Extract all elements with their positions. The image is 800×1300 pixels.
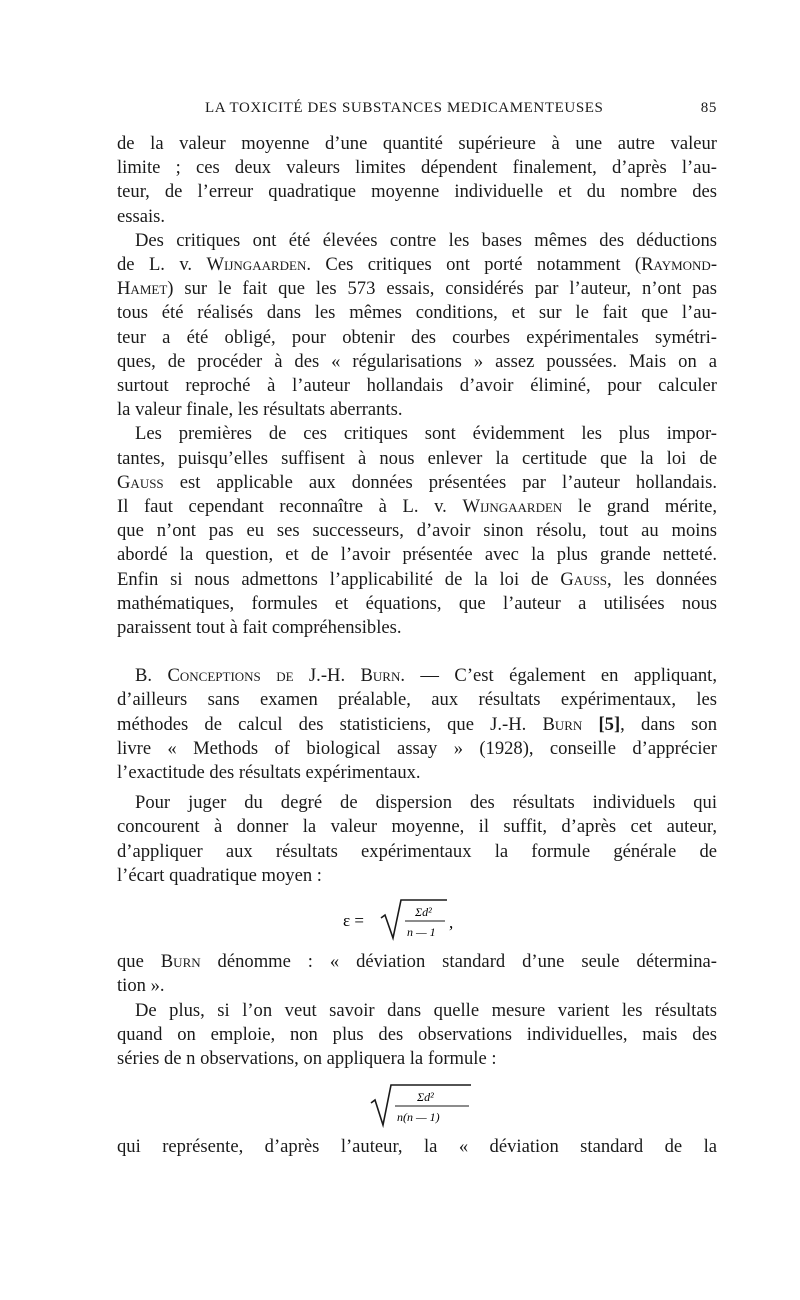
author-name: Wijngaarden — [462, 496, 563, 518]
text-line: concourent à donner la valeur moyenne, il suffit, d’après cet auteur, — [117, 816, 717, 838]
text-line: la valeur finale, les résultats aberrants. — [117, 399, 403, 421]
page-number: 85 — [700, 100, 717, 116]
formula-sqrt-graphic-2 — [117, 1071, 717, 1135]
text-line: mathématiques, formules et équations, que l’auteur a utilisées nous — [117, 592, 717, 614]
formula-lhs: ε = — [343, 911, 364, 931]
paragraph-burn — [117, 664, 717, 785]
text-line: Des critiques ont été élevées contre les bases mêmes des déductions — [135, 229, 717, 251]
running-title: LA TOXICITÉ DES SUBSTANCES MEDICAMENTEUSES — [205, 100, 604, 116]
paragraph-series — [117, 999, 717, 1072]
text-line: Pour juger du degré de dispersion des résultats individuels qui — [135, 792, 717, 814]
paragraph-continuation — [117, 132, 717, 229]
author-name: Gauss — [560, 568, 608, 590]
text-line: l’écart quadratique moyen : — [117, 864, 322, 886]
text-line: méthodes de calcul des statisticiens, que J.-H. Burn [5], dans son — [117, 713, 717, 735]
text-line: d’ailleurs sans examen préalable, aux résultats expérimentaux, les — [117, 689, 717, 711]
formula-denominator: n(n — 1) — [397, 1110, 440, 1125]
author-name: Gauss — [117, 471, 164, 493]
text-line: Gauss est applicable aux données présentées par l’auteur hollandais. — [117, 471, 717, 493]
text-line: de L. v. Wijngaarden. Ces critiques ont porté notamment (Raymond- — [117, 254, 718, 276]
text-line: quand on emploie, non plus des observations individuelles, mais des — [117, 1023, 717, 1045]
section-heading: Conceptions de J.-H. Burn — [167, 665, 401, 687]
text-line: teur, de l’erreur quadratique moyenne individuelle et du nombre des — [117, 181, 717, 203]
text-line: Il faut cependant reconnaître à L. v. Wijngaarden le grand mérite, — [117, 496, 718, 518]
text-line: B. Conceptions de J.-H. Burn. — C’est également en appliquant, — [135, 665, 717, 687]
text-line: tantes, puisqu’elles suffisent à nous enlever la certitude que la loi de — [117, 447, 717, 469]
running-header — [117, 100, 717, 124]
text-line: paraissent tout à fait compréhensibles. — [117, 617, 402, 639]
citation-ref: [5] — [598, 713, 621, 735]
formula-numerator: Σd² — [417, 1090, 434, 1105]
text-line: limite ; ces deux valeurs limites dépendent finalement, d’après l’au- — [117, 157, 717, 179]
text-line: que n’ont pas eu ses successeurs, d’avoir sinon résolu, tout au moins — [117, 520, 717, 542]
paragraph-represente — [117, 1135, 717, 1159]
text-line: De plus, si l’on veut savoir dans quelle mesure varient les résultats — [135, 999, 717, 1021]
body-text — [117, 132, 717, 1159]
text-line: que Burn dénomme : « déviation standard d’une seule détermina- — [117, 951, 717, 973]
author-name: Wijngaarden — [206, 254, 307, 276]
formula-comma: , — [449, 913, 454, 933]
text-line: essais. — [117, 205, 166, 227]
text-line: teur a été obligé, pour obtenir des courbes expérimentales symétri- — [117, 326, 717, 348]
text-line: abordé la question, et de l’avoir présentée avec la plus grande netteté. — [117, 544, 717, 566]
formula-denominator: n — 1 — [407, 925, 436, 940]
text-line: de la valeur moyenne d’une quantité supérieure à une autre valeur — [117, 133, 717, 154]
text-line: Enfin si nous admettons l’applicabilité de la loi de Gauss, les données — [117, 568, 717, 590]
formula-sqrt-graphic — [117, 888, 717, 950]
text-line: Les premières de ces critiques sont évidemment les plus impor- — [135, 423, 717, 445]
text-line: séries de n observations, on appliquera la formule : — [117, 1047, 497, 1069]
formula-standard-deviation — [117, 888, 717, 950]
paragraph-premieres — [117, 422, 717, 640]
paragraph-critiques — [117, 229, 717, 423]
formula-numerator: Σd² — [415, 905, 432, 920]
text-line: d’appliquer aux résultats expérimentaux la formule générale de — [117, 840, 717, 862]
paragraph-dispersion — [117, 791, 717, 888]
author-name: Raymond- — [641, 254, 718, 276]
text-line: surtout reproché à l’auteur hollandais d’avoir éliminé, pour calculer — [117, 375, 717, 397]
author-name: Hamet — [117, 278, 168, 300]
text-line: livre « Methods of biological assay » (1928), conseille d’apprécier — [117, 737, 717, 759]
text-line: qui représente, d’après l’auteur, la « déviation standard de la — [117, 1136, 717, 1158]
text-line: tous été réalisés dans les mêmes conditions, et sur le fait que l’au- — [117, 302, 717, 324]
author-name: Burn — [160, 951, 201, 973]
author-name: Burn — [542, 713, 583, 735]
text-line: ques, de procéder à des « régularisations » assez poussées. Mais on a — [117, 350, 717, 372]
paragraph-burn-denomination — [117, 950, 717, 998]
text-line: tion ». — [117, 975, 165, 997]
text-line: l’exactitude des résultats expérimentaux. — [117, 762, 421, 784]
page — [117, 0, 717, 1300]
text-line: Hamet) sur le fait que les 573 essais, considérés par l’auteur, n’ont pas — [117, 278, 717, 300]
formula-standard-error — [117, 1071, 717, 1135]
